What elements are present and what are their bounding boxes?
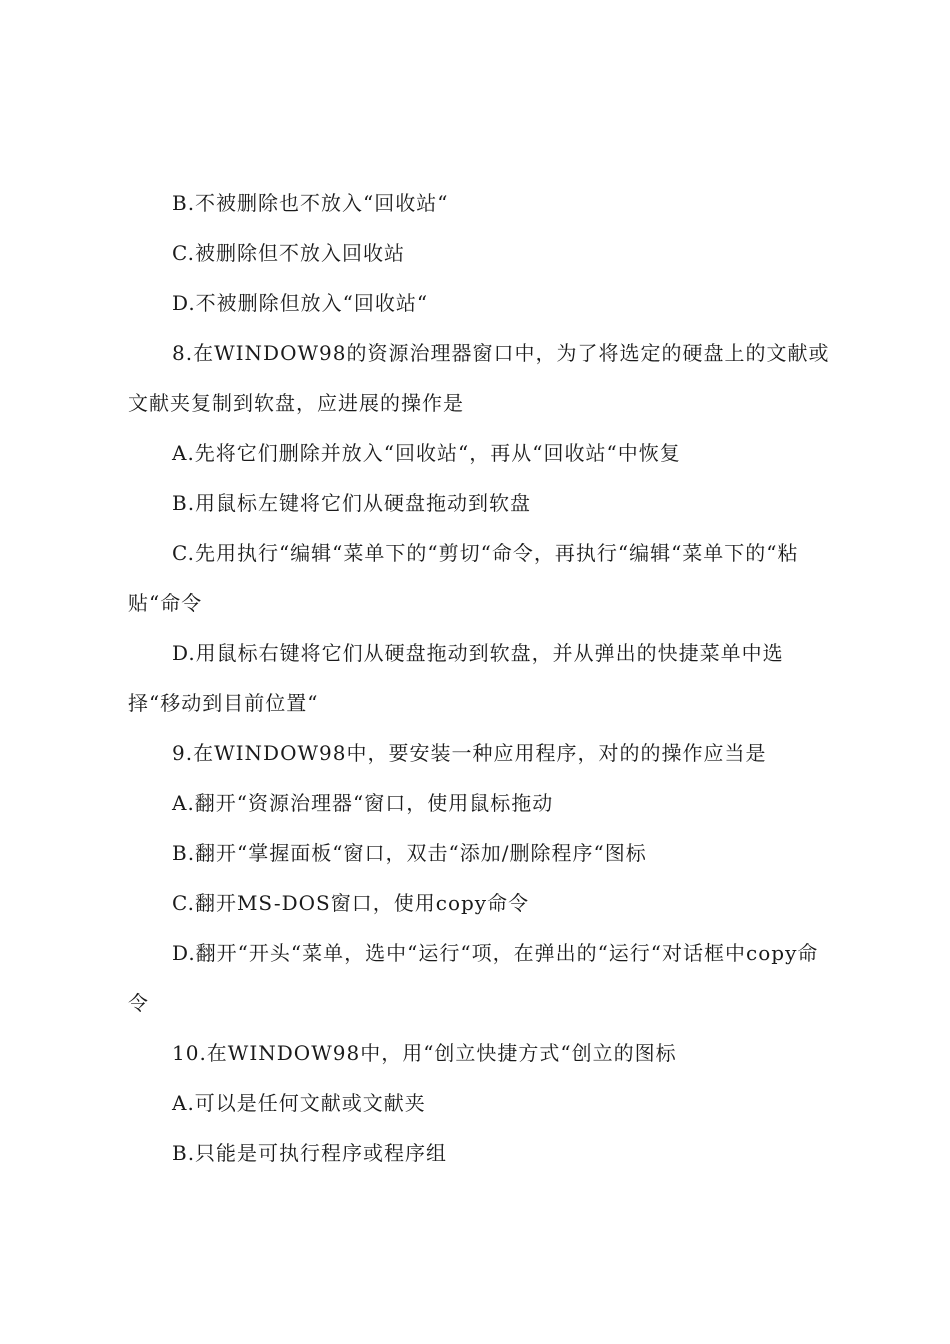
option-b-q8: B.用鼠标左键将它们从硬盘拖动到软盘 — [172, 491, 532, 515]
option-d-q9: D.翻开“开头“菜单，选中“运行“项，在弹出的“运行“对话框中copy命令 — [128, 941, 819, 1015]
option-b-q9: B.翻开“掌握面板“窗口，双击“添加/删除程序“图标 — [172, 841, 647, 865]
option-c-q7: C.被删除但不放入回收站 — [172, 241, 405, 265]
option-a-q10: A.可以是任何文献或文献夹 — [172, 1091, 426, 1115]
option-d-q7: D.不被删除但放入“回收站“ — [172, 291, 429, 315]
document-body — [128, 178, 832, 1178]
option-a-q8: A.先将它们删除并放入“回收站“，再从“回收站“中恢复 — [172, 441, 681, 465]
question-8: 8.在WINDOW98的资源治理器窗口中，为了将选定的硬盘上的文献或文献夹复制到软盘，应进展的操作是 — [128, 341, 830, 415]
option-d-q8: D.用鼠标右键将它们从硬盘拖动到软盘，并从弹出的快捷菜单中选择“移动到目前位置“ — [128, 641, 784, 715]
option-c-q8: C.先用执行“编辑“菜单下的“剪切“命令，再执行“编辑“菜单下的“粘贴“命令 — [128, 541, 799, 615]
question-9: 9.在WINDOW98中，要安装一种应用程序，对的的操作应当是 — [172, 741, 767, 765]
question-10: 10.在WINDOW98中，用“创立快捷方式“创立的图标 — [172, 1041, 677, 1065]
option-b-q7: B.不被删除也不放入“回收站“ — [172, 191, 449, 215]
option-a-q9: A.翻开“资源治理器“窗口，使用鼠标拖动 — [172, 791, 554, 815]
option-b-q10: B.只能是可执行程序或程序组 — [172, 1141, 448, 1165]
option-c-q9: C.翻开MS-DOS窗口，使用copy命令 — [172, 891, 530, 915]
